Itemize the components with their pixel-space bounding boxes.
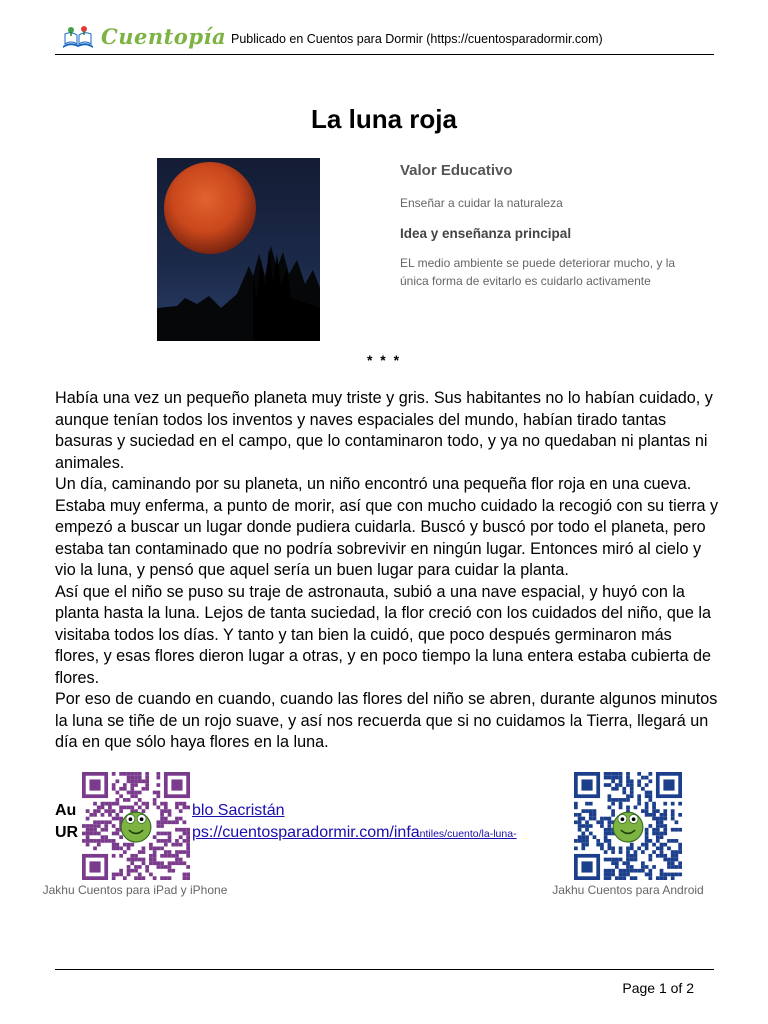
url-link[interactable] (192, 822, 517, 845)
author-link[interactable]: blo Sacristán (192, 802, 285, 819)
story-paragraph: Así que el niño se puso su traje de astronauta, subió a una nave espacial, y huyó con la planta hasta la luna. Lejos de tanta suciedad, la flor creció con los cuidados del niño, que la visitaba todos los días. Y tanto y tan bien la cuidó, que poco después germinaron más flores, y esas flores dieron lugar a otras, y en poco tiempo la luna entera estaba cubierta de flores. (55, 582, 712, 687)
qr-caption-android: Jakhu Cuentos para Android (552, 883, 704, 897)
logo-text: Cuentopía (101, 24, 227, 49)
qr-code-android[interactable] (574, 772, 682, 880)
url-text-small: ntiles/cuento/la-luna- (419, 828, 517, 840)
story-paragraph: Por eso de cuando en cuando, cuando las flores del niño se abren, durante algunos minutos la luna se tiñe de un rojo suave, y así nos recuerda que si no cuidamos la Tierra, llegará un día en que sólo haya flores en la luna. (55, 690, 718, 751)
story-paragraph: Un día, caminando por su planeta, un niño encontró una pequeña flor roja en una cueva. Estaba muy enferma, a punto de morir, así que con mucho cuidado la recogió con su tierra y empezó a buscar un lugar donde pudiera cuidarla. Buscó y buscó por todo el planeta, pero estaba tan contaminado que no podría sobrevivir en ningún lugar. Entonces miró al cielo y vio la luna, y pensó que aquel sería un buen lugar para cuidar la planta. (55, 475, 719, 579)
qr-caption-ios: Jakhu Cuentos para iPad y iPhone (42, 883, 228, 897)
story-paragraph: Había una vez un pequeño planeta muy triste y gris. Sus habitantes no lo habían cuidado, y aunque tenían todos los inventos y naves espaciales del mundo, habían tirado tantas basuras y suciedad en el campo, que lo contaminaron todo, y ya no quedaban ni plantas ni animales. (55, 389, 713, 472)
footer-divider (55, 969, 714, 970)
qr-code-ios[interactable] (82, 772, 190, 880)
valor-text: Enseñar a cuidar la naturaleza (400, 196, 563, 210)
idea-heading: Idea y enseñanza principal (400, 226, 572, 241)
page-title: La luna roja (311, 104, 457, 134)
info-panel (400, 160, 720, 290)
author-label: Au (55, 802, 77, 819)
story-body (55, 388, 720, 754)
idea-text: EL medio ambiente se puede deteriorar mucho, y la única forma de evitarlo es cuidarlo activamente (400, 256, 676, 288)
page-number: Page 1 of 2 (622, 980, 694, 996)
red-moon-image (157, 158, 320, 341)
url-label: UR (55, 824, 79, 841)
book-icon (61, 26, 95, 50)
url-text: ps://cuentosparadormir.com/infa (192, 824, 420, 841)
cuentopia-logo[interactable] (61, 20, 227, 52)
published-note: Publicado en Cuentos para Dormir (https://cuentosparadormir.com) (231, 32, 603, 46)
valor-heading: Valor Educativo (400, 162, 513, 179)
page-header (55, 14, 714, 55)
section-separator: * * * (366, 352, 402, 368)
